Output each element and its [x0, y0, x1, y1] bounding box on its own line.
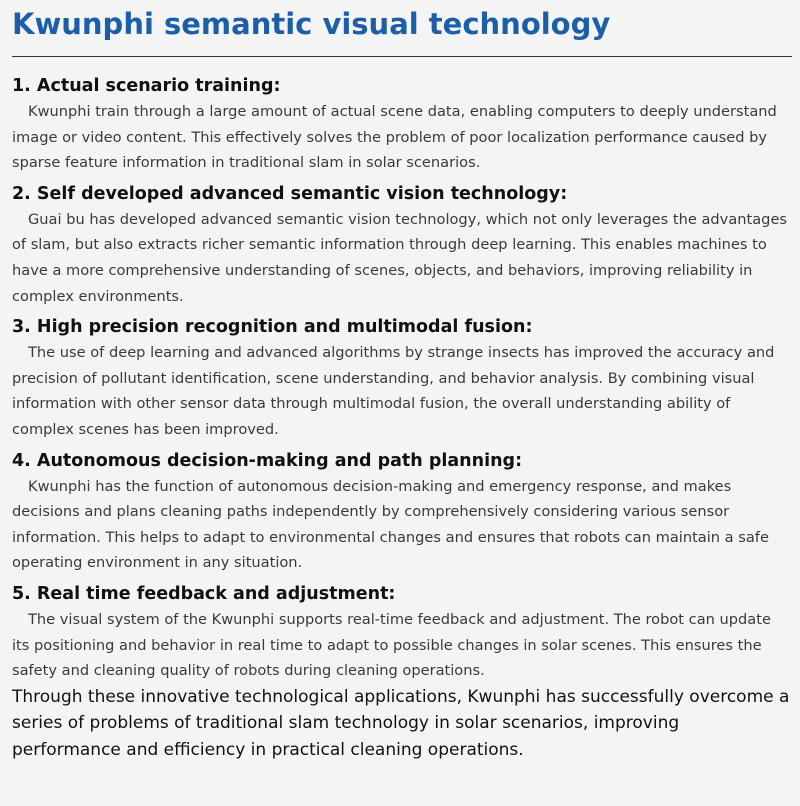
section-body: Kwunphi train through a large amount of actual scene data, enabling computers to deeply understand image or video content. This effectively solves the problem of poor localization performance caused by sparse feature information in traditional slam in solar scenarios. — [12, 103, 777, 172]
section-body: Kwunphi has the function of autonomous decision-making and emergency response, and makes decisions and plans cleaning paths independently by comprehensively considering various sensor information. This helps to adapt to environmental changes and ensures that robots can maintain a safe operating environment in any situation. — [12, 477, 769, 572]
section-recognition-and-fusion — [12, 314, 792, 442]
section-decision-and-path-planning — [12, 448, 792, 576]
section-body: Guai bu has developed advanced semantic vision technology, which not only leverages the advantages of slam, but also extracts richer semantic information through deep learning. This enables machines to have a more comprehensive understanding of scenes, objects, and behaviors, improving reliability in complex environments. — [12, 210, 788, 305]
section-semantic-vision-technology — [12, 181, 792, 309]
section-heading: 4. Autonomous decision-making and path planning: — [12, 450, 523, 471]
section-heading: 1. Actual scenario training: — [12, 76, 281, 96]
section-heading: 5. Real time feedback and adjustment: — [12, 583, 396, 604]
conclusion-paragraph: Through these innovative technological applications, Kwunphi has successfully overcome a series of problems of traditional slam technology in solar scenarios, improving performance and efficiency in practical cleaning operations. — [12, 686, 790, 760]
page-title: Kwunphi semantic visual technology — [12, 7, 611, 41]
section-heading: 3. High precision recognition and multimodal fusion: — [12, 317, 533, 338]
title-divider — [12, 56, 792, 57]
section-feedback-and-adjustment — [12, 581, 792, 684]
section-body: The use of deep learning and advanced algorithms by strange insects has improved the accuracy and precision of pollutant identification, scene understanding, and behavior analysis. By combining visual information with other sensor data through multimodal fusion, the overall understanding ability of complex scenes has been improved. — [12, 344, 775, 438]
section-actual-scenario-training — [12, 73, 792, 176]
section-heading: 2. Self developed advanced semantic vision technology: — [12, 183, 568, 204]
section-body: The visual system of the Kwunphi supports real-time feedback and adjustment. The robot can update its positioning and behavior in real time to adapt to possible changes in solar scenes. This ensures the safety and cleaning quality of robots during cleaning operations. — [12, 610, 771, 680]
